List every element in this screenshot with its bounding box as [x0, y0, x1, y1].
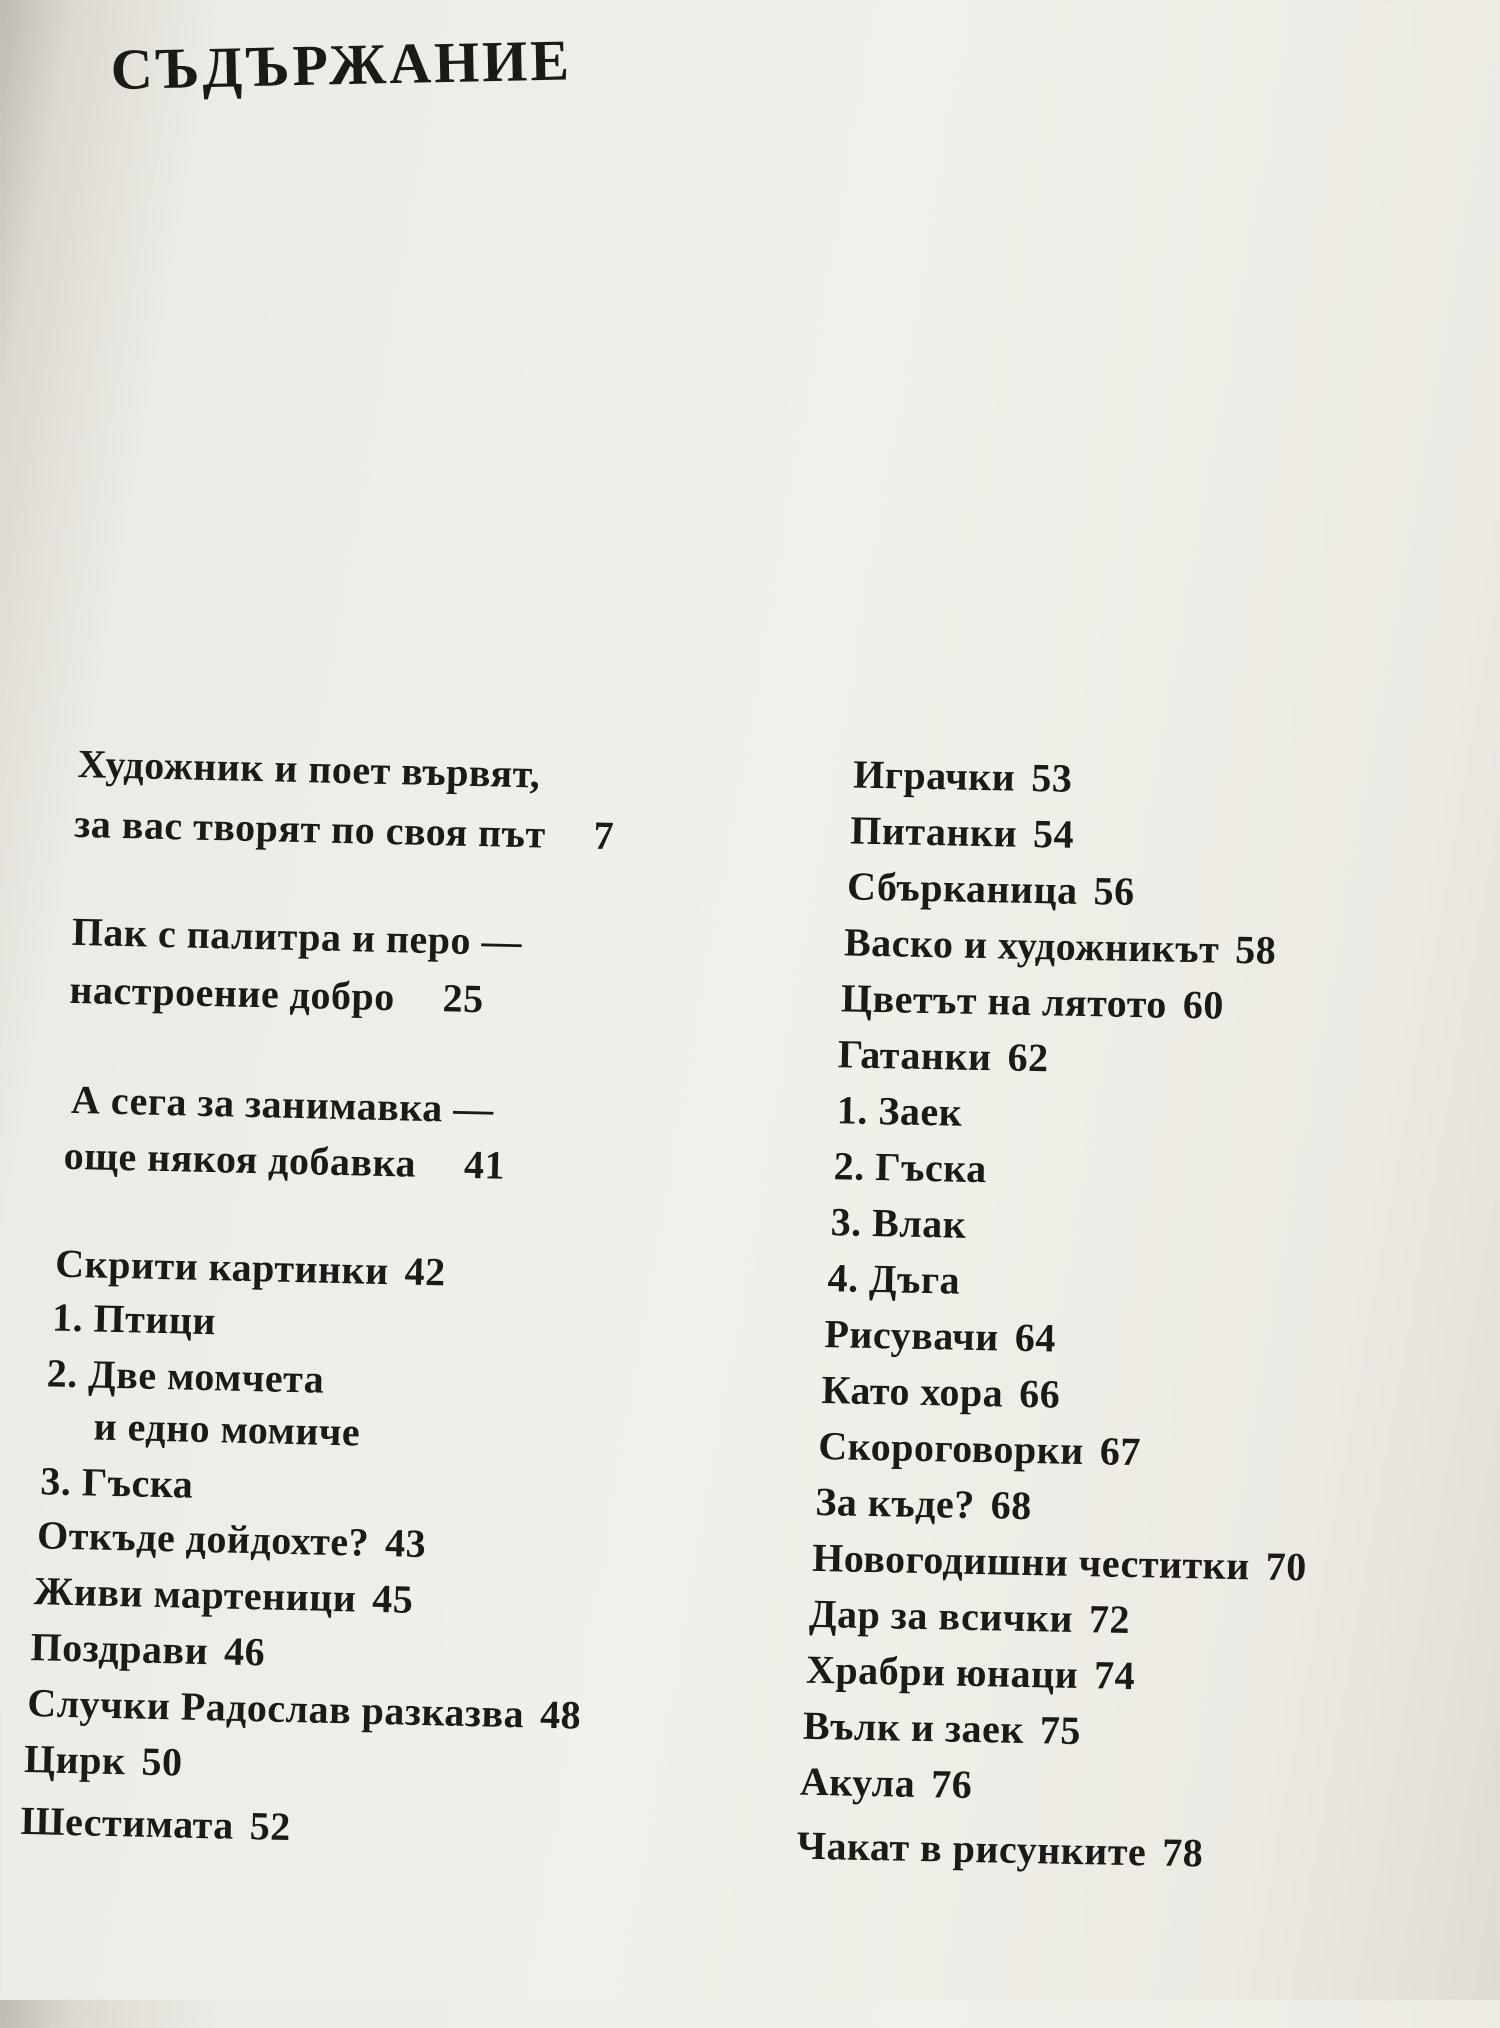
toc-entry-text: Гатанки [837, 1031, 993, 1080]
toc-entry-page: 54 [1032, 810, 1075, 857]
toc-entry-text: 1. Заек [836, 1087, 963, 1135]
toc-entry-page: 67 [1099, 1428, 1142, 1475]
toc-entry-text: Храбри юнаци [805, 1646, 1079, 1698]
toc-entry [814, 1478, 1033, 1529]
toc-entry-page: 53 [1030, 754, 1073, 801]
toc-entry-text: Васко и художникът [843, 919, 1220, 972]
toc-entry-text: Цирк [23, 1736, 127, 1784]
toc-entry-text: Акула [799, 1758, 916, 1806]
toc-entry-page: 70 [1265, 1543, 1308, 1590]
toc-entry-page: 62 [1007, 1034, 1050, 1081]
toc-entry-page: 25 [442, 975, 485, 1022]
toc-entry-page: 64 [1014, 1314, 1057, 1361]
toc-entry-text: Цветът на лятото [840, 975, 1168, 1027]
toc-entry-page: 72 [1088, 1596, 1131, 1642]
toc-entry-text: Пак с палитра и перо — [71, 908, 523, 965]
toc-entry-text: Живи мартеници [33, 1568, 357, 1621]
page-title: СЪДЪРЖАНИЕ [110, 27, 573, 102]
toc-entry-text: 2. Гъска [833, 1143, 988, 1192]
toc-entry-text: Вълк и заек [802, 1702, 1025, 1752]
toc-entry [808, 1590, 1131, 1642]
toc-entry [817, 1422, 1142, 1475]
toc-entry-text: Като хора [821, 1367, 1004, 1416]
toc-entry-text: Скрити картинки [54, 1240, 390, 1294]
toc-entry [799, 1758, 973, 1807]
toc-entry [796, 1822, 1204, 1876]
toc-entry-text: А сега за занимавка — [70, 1076, 495, 1132]
toc-entry-text: Случки Радослав разказва [26, 1680, 525, 1737]
toc-entry [830, 1199, 967, 1247]
toc-entry [811, 1534, 1308, 1590]
toc-entry-text: Рисувачи [824, 1311, 1000, 1360]
toc-entry-page: 52 [249, 1803, 292, 1850]
toc-entry-text: 4. Дъга [827, 1255, 961, 1303]
toc-entry-text: Играчки [852, 751, 1016, 800]
toc-entry-text: 3. Влак [830, 1199, 967, 1247]
toc-entry-page: 68 [990, 1482, 1033, 1529]
toc-entry-page: 78 [1161, 1829, 1204, 1876]
toc-entry-page: 75 [1039, 1707, 1082, 1754]
toc-entry-text: Сбърканица [846, 863, 1079, 913]
toc-entry [843, 919, 1277, 973]
toc-entry-page: 41 [463, 1141, 506, 1188]
toc-entry-text: Чакат в рисунките [796, 1822, 1147, 1875]
toc-entry-page: 45 [371, 1575, 414, 1622]
toc-entry-page: 74 [1093, 1652, 1136, 1699]
toc-entry-page: 60 [1182, 981, 1225, 1028]
toc-entry-text: Поздрави [30, 1624, 209, 1674]
toc-entry [837, 1031, 1050, 1081]
toc-entry-text: За къде? [814, 1478, 976, 1527]
toc-entry-page: 56 [1093, 868, 1136, 914]
toc-entry-text: Дар за всички [808, 1590, 1074, 1641]
toc-entry-page: 7 [593, 812, 615, 859]
toc-entry-page: 43 [384, 1520, 427, 1567]
toc-entry [802, 1702, 1082, 1754]
toc-entry-text: 1. Птици [51, 1294, 217, 1344]
toc-entry-text: Новогодишни честитки [811, 1534, 1251, 1589]
toc-entry-text: 3. Гъска [39, 1458, 194, 1507]
toc-entry [846, 863, 1136, 914]
toc-entry [849, 807, 1075, 857]
toc-entry-text: 2. Две момчета [46, 1350, 325, 1402]
toc-entry-page: 50 [141, 1738, 184, 1785]
toc-entry-text: още някоя добавка [63, 1132, 417, 1186]
toc-entry-page: 42 [404, 1248, 447, 1295]
toc-entry-page: 48 [539, 1691, 582, 1738]
toc-entry-text: за вас творят по своя път [73, 800, 547, 857]
toc-entry [833, 1143, 988, 1192]
toc-entry-page: 76 [930, 1761, 973, 1807]
toc-entry [852, 751, 1073, 801]
toc-entry-page: 46 [223, 1628, 266, 1675]
toc-entry [821, 1367, 1061, 1417]
toc-entry-text: и едно момиче [93, 1403, 361, 1455]
toc-entry-text: Художник и поет вървят, [77, 740, 541, 797]
toc-entry-text: Питанки [849, 807, 1018, 856]
toc-entry-text: Шестимата [20, 1797, 235, 1848]
toc-entry [836, 1087, 963, 1135]
toc-entry [840, 975, 1225, 1028]
toc-entry-text: Скороговорки [817, 1422, 1085, 1474]
toc-entry-page: 66 [1018, 1370, 1061, 1417]
toc-entry-text: настроение добро [69, 966, 396, 1020]
toc-entry-text: Откъде дойдохте? [36, 1512, 370, 1565]
toc-entry [824, 1311, 1057, 1361]
toc-entry [827, 1255, 961, 1303]
toc-entry-page: 58 [1234, 926, 1277, 973]
toc-entry [805, 1646, 1136, 1699]
